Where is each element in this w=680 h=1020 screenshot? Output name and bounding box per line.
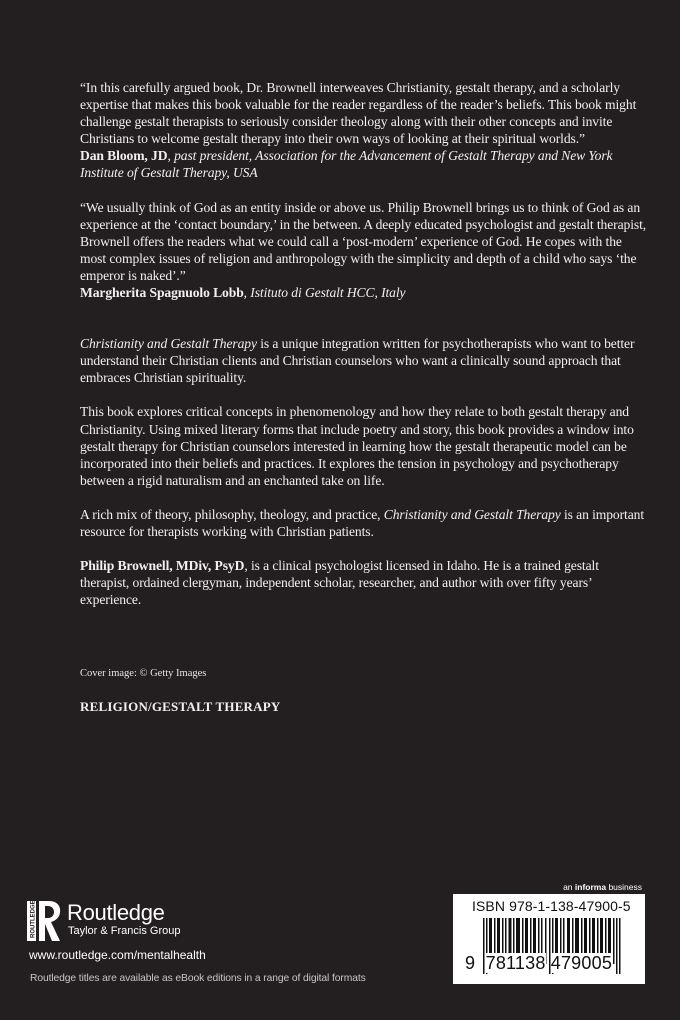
isbn-barcode bbox=[453, 894, 645, 984]
publisher-url[interactable]: www.routledge.com/mentalhealth bbox=[29, 948, 206, 962]
endorsement-2-quote: “We usually think of God as an entity inside or above us. Philip Brownell brings us to think of God as an experience at the ‘contact boundary,’ in the between. A deeply educated psychologist and gestalt therapist, Brownell offers the readers what we could call a ‘post-modern’ experience of God. He copes with the most complex issues of religion and anthropology with the simplicity and depth of a child who says ‘the emperor is naked’.” bbox=[80, 199, 647, 283]
publisher-group: Taylor & Francis Group bbox=[68, 925, 181, 937]
ebook-availability-note: Routledge titles are available as eBook editions in a range of digital formats bbox=[30, 973, 366, 984]
back-cover-text bbox=[80, 79, 650, 608]
routledge-logo-icon bbox=[27, 897, 63, 945]
informa-tagline: an informa business bbox=[563, 882, 642, 892]
book-title-inline: Christianity and Gestalt Therapy bbox=[80, 336, 257, 352]
endorsement-1-author: Dan Bloom, JD bbox=[80, 148, 168, 164]
endorsement-2-author: Margherita Spagnuolo Lobb bbox=[80, 285, 244, 301]
description-paragraph-3: A rich mix of theory, philosophy, theology, and practice, Christianity and Gestalt Therapy is an important resource for therapists working with Christian patients. bbox=[80, 506, 645, 539]
endorsement-1-attribution: Dan Bloom, JD, past president, Association for the Advancement of Gestalt Therapy and New York Institute of Gestalt Therapy, USA bbox=[80, 148, 613, 181]
publisher-block bbox=[27, 897, 206, 962]
publisher-name: Routledge bbox=[67, 900, 165, 925]
endorsement-2-affiliation: Istituto di Gestalt HCC, Italy bbox=[250, 285, 406, 301]
author-name: Philip Brownell, MDiv, PsyD bbox=[80, 558, 245, 574]
book-title-inline: Christianity and Gestalt Therapy bbox=[383, 506, 561, 522]
description-paragraph-1: Christianity and Gestalt Therapy is a unique integration written for psychotherapists who want to better understand their Christian clients and Christian counselors who want a clinically sound approach that embraces Christian spirituality. bbox=[80, 336, 635, 386]
endorsement-1-quote: “In this carefully argued book, Dr. Brownell interweaves Christianity, gestalt therapy, and a scholarly expertise that makes this book valuable for the reader regardless of the reader’s beliefs. This book might challenge gestalt therapists to seriously consider theology along with their other concepts and invite Christians to welcome gestalt therapy into their own ways of looking at their spiritual worlds.” bbox=[80, 80, 637, 147]
ean-digits: 9 781138 479005 bbox=[465, 953, 613, 973]
isbn-label: ISBN 978-1-138-47900-5 bbox=[472, 898, 631, 914]
author-bio: Philip Brownell, MDiv, PsyD, is a clinical psychologist licensed in Idaho. He is a trained gestalt therapist, ordained clergyman, independent scholar, researcher, and author with over fifty years’ experience. bbox=[80, 558, 599, 608]
endorsement-1-affiliation: past president, Association for the Advancement of Gestalt Therapy and New York Institute of Gestalt Therapy, USA bbox=[80, 148, 613, 181]
endorsement-2-attribution: Margherita Spagnuolo Lobb, Istituto di Gestalt HCC, Italy bbox=[80, 285, 406, 301]
cover-image-credit: Cover image: © Getty Images bbox=[80, 668, 207, 679]
svg-text:ROUTLEDGE: ROUTLEDGE bbox=[30, 900, 37, 938]
description-paragraph-2: This book explores critical concepts in phenomenology and how they relate to both gestalt therapy and Christianity. Using mixed literary forms that include poetry and story, this book provides a window into gestalt therapy for Christian counselors interested in learning how the gestalt therapeutic model can be incorporated into their beliefs and practices. It explores the tension in psychology and psychotherapy between a rigid naturalism and an enchanted take on life. bbox=[80, 404, 634, 488]
subject-category: RELIGION/GESTALT THERAPY bbox=[80, 699, 281, 714]
